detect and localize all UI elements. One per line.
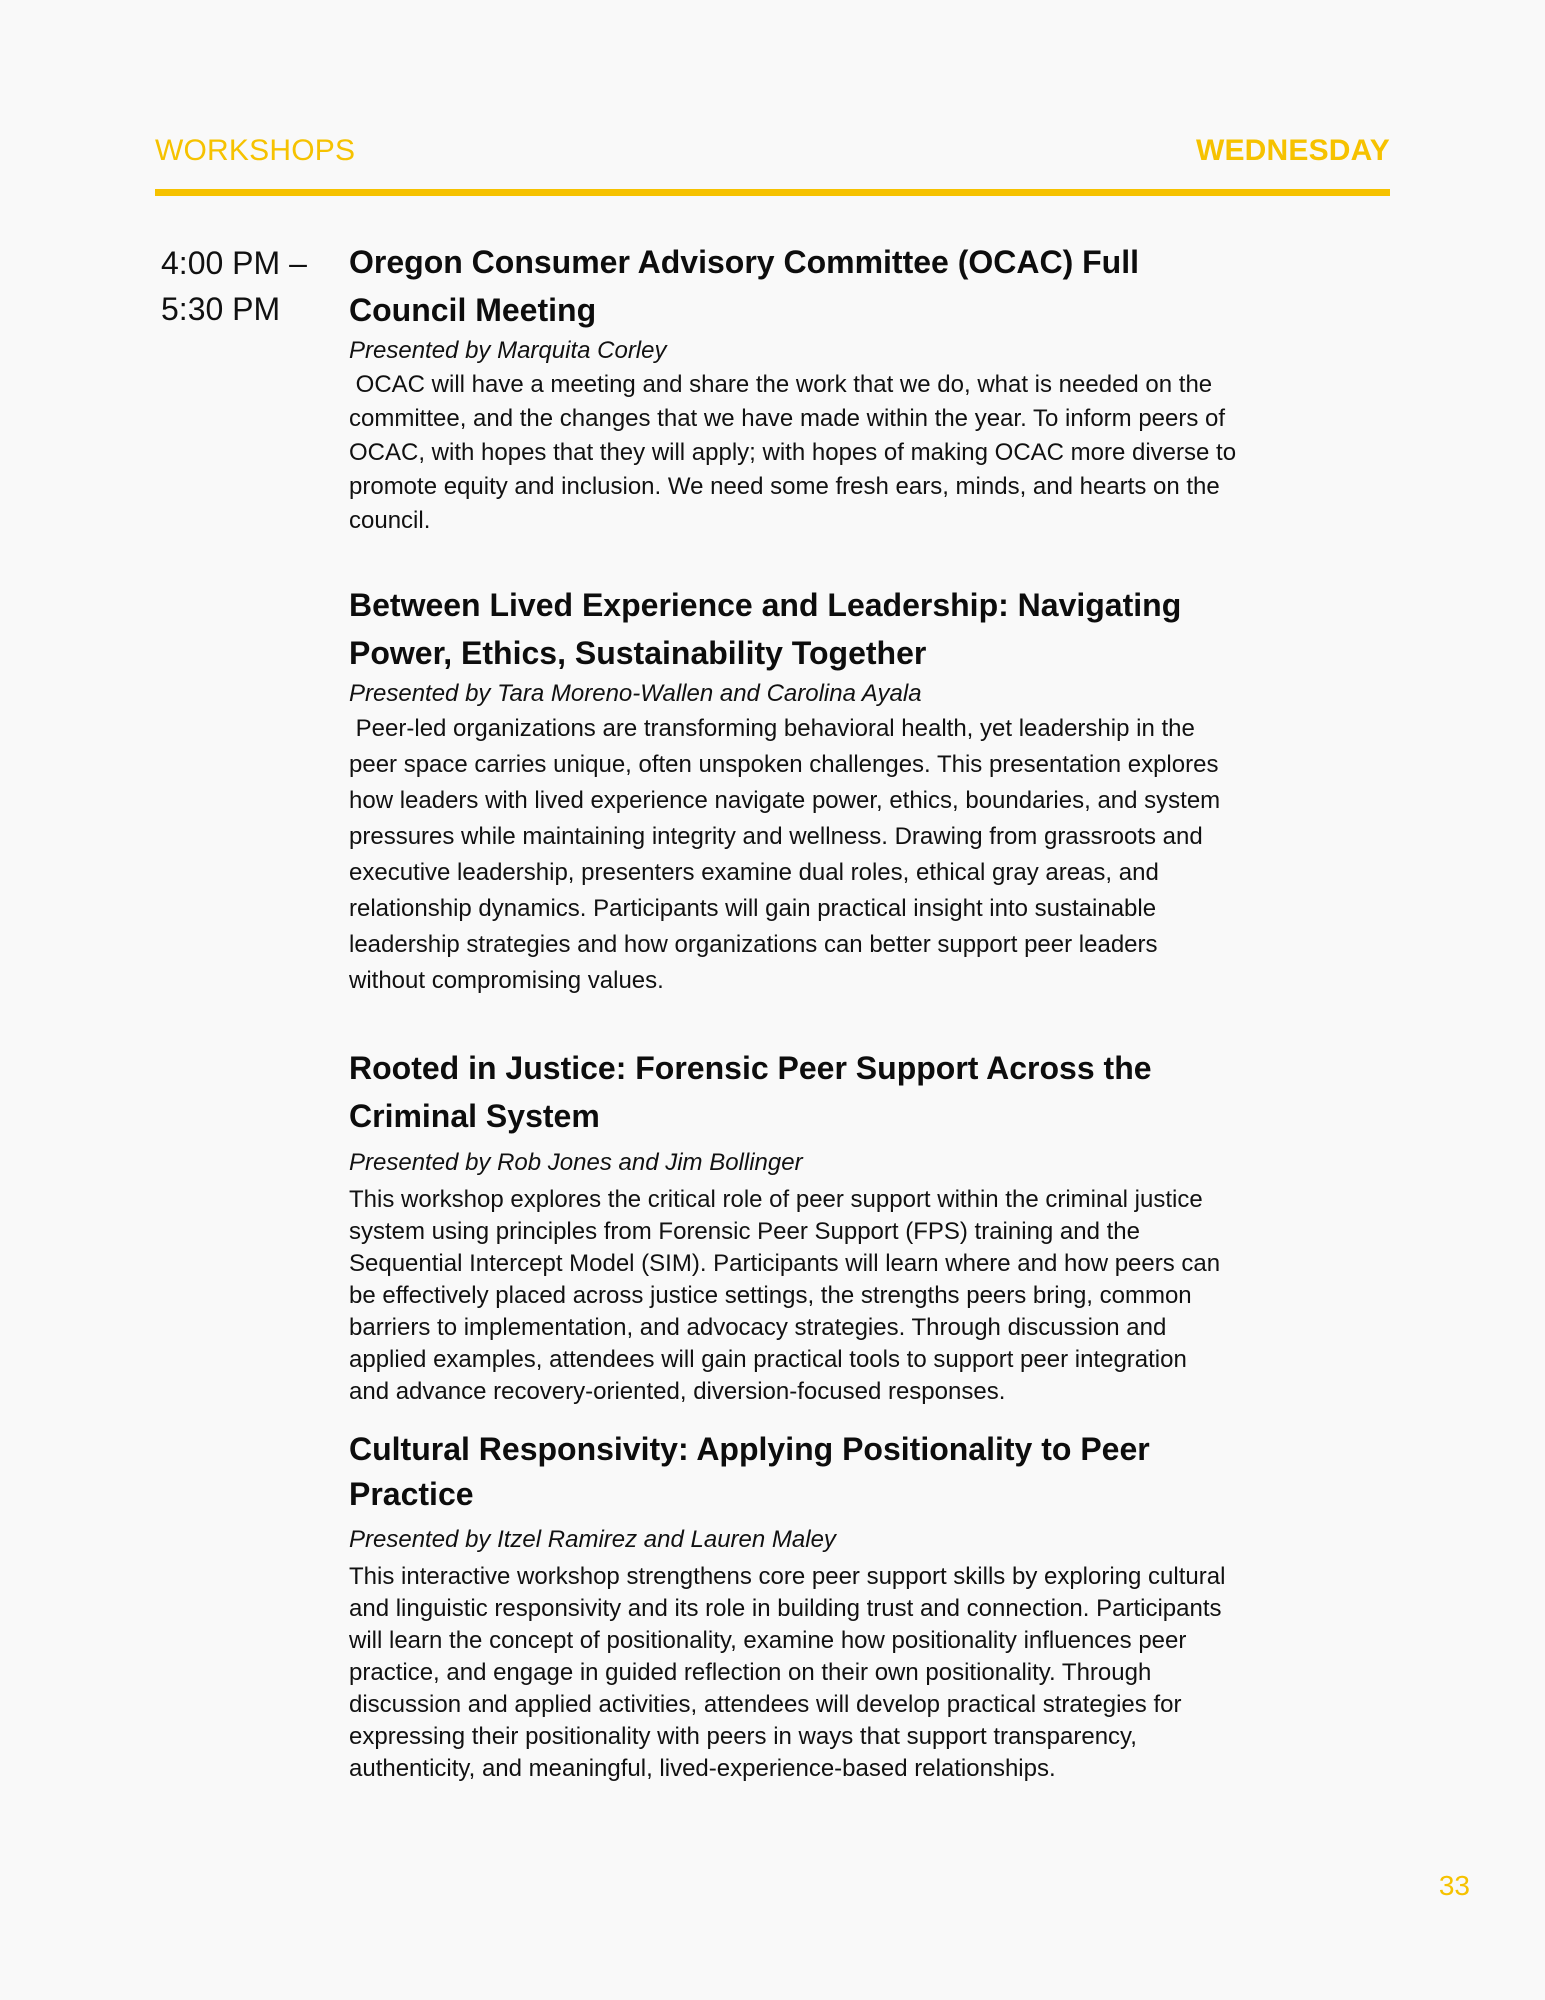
- session-description: [349, 711, 1289, 999]
- description-line: without compromising values.: [349, 967, 664, 994]
- description-line: committee, and the changes that we have made within the year. To inform peers of: [349, 405, 1226, 432]
- description-line: This interactive workshop strengthens core peer support skills by exploring cultural: [349, 1563, 1226, 1590]
- session-description: [349, 368, 1289, 538]
- description-line: barriers to implementation, and advocacy strategies. Through discussion and: [349, 1314, 1167, 1341]
- description-line: practice, and engage in guided reflection on their own positionality. Through: [349, 1659, 1152, 1686]
- session-description: [349, 1561, 1289, 1785]
- session-title: [349, 1427, 1289, 1517]
- session-title-line: Cultural Responsivity: Applying Positionality to Peer: [349, 1431, 1150, 1467]
- session-title-line: Criminal System: [349, 1098, 600, 1134]
- session-title-line: Power, Ethics, Sustainability Together: [349, 635, 927, 671]
- time-slot: [161, 240, 307, 332]
- description-line: and advance recovery-oriented, diversion-focused responses.: [349, 1378, 1006, 1405]
- description-line: Peer-led organizations are transforming behavioral health, yet leadership in the: [349, 715, 1195, 742]
- section-label: WORKSHOPS: [155, 134, 356, 167]
- session-title-line: Oregon Consumer Advisory Committee (OCAC) Full: [349, 244, 1139, 280]
- time-start: 4:00 PM –: [161, 245, 307, 281]
- session-title: [349, 238, 1289, 334]
- session-description: [349, 1184, 1289, 1408]
- description-line: Sequential Intercept Model (SIM). Participants will learn where and how peers can: [349, 1250, 1221, 1277]
- page-header: [155, 134, 1390, 174]
- description-line: This workshop explores the critical role of peer support within the criminal justice: [349, 1186, 1203, 1213]
- session-forensic-peer-support: [349, 1044, 1289, 1408]
- description-line: OCAC, with hopes that they will apply; with hopes of making OCAC more diverse to: [349, 439, 1237, 466]
- session-lived-experience-leadership: [349, 581, 1289, 999]
- header-divider: [155, 189, 1390, 196]
- description-line: peer space carries unique, often unspoken challenges. This presentation explores: [349, 751, 1219, 778]
- session-title-line: Council Meeting: [349, 292, 597, 328]
- description-line: be effectively placed across justice settings, the strengths peers bring, common: [349, 1282, 1192, 1309]
- session-presenter: Presented by Itzel Ramirez and Lauren Maley: [349, 1526, 836, 1553]
- session-ocac-meeting: [349, 238, 1289, 538]
- description-line: executive leadership, presenters examine dual roles, ethical gray areas, and: [349, 859, 1159, 886]
- description-line: council.: [349, 507, 431, 534]
- page-number: 33: [1438, 1870, 1470, 1901]
- session-presenter: Presented by Marquita Corley: [349, 337, 667, 364]
- description-line: how leaders with lived experience navigate power, ethics, boundaries, and system: [349, 787, 1221, 814]
- time-end: 5:30 PM: [161, 291, 281, 327]
- session-title: [349, 1044, 1289, 1140]
- session-title: [349, 581, 1289, 677]
- description-line: OCAC will have a meeting and share the work that we do, what is needed on the: [349, 371, 1213, 398]
- session-title-line: Rooted in Justice: Forensic Peer Support Across the: [349, 1050, 1152, 1086]
- description-line: system using principles from Forensic Peer Support (FPS) training and the: [349, 1218, 1141, 1245]
- session-title-line: Between Lived Experience and Leadership: Navigating: [349, 587, 1182, 623]
- session-presenter: Presented by Rob Jones and Jim Bollinger: [349, 1149, 803, 1176]
- description-line: leadership strategies and how organizations can better support peer leaders: [349, 931, 1158, 958]
- session-title-line: Practice: [349, 1476, 474, 1512]
- description-line: authenticity, and meaningful, lived-experience-based relationships.: [349, 1755, 1056, 1782]
- day-label: WEDNESDAY: [1195, 134, 1390, 167]
- description-line: pressures while maintaining integrity and wellness. Drawing from grassroots and: [349, 823, 1203, 850]
- description-line: will learn the concept of positionality, examine how positionality influences peer: [349, 1627, 1187, 1654]
- description-line: discussion and applied activities, attendees will develop practical strategies for: [349, 1691, 1182, 1718]
- description-line: applied examples, attendees will gain practical tools to support peer integration: [349, 1346, 1187, 1373]
- description-line: relationship dynamics. Participants will gain practical insight into sustainable: [349, 895, 1157, 922]
- session-cultural-responsivity: [349, 1427, 1289, 1785]
- session-presenter: Presented by Tara Moreno-Wallen and Carolina Ayala: [349, 680, 922, 707]
- description-line: and linguistic responsivity and its role in building trust and connection. Participants: [349, 1595, 1222, 1622]
- description-line: expressing their positionality with peers in ways that support transparency,: [349, 1723, 1137, 1750]
- description-line: promote equity and inclusion. We need some fresh ears, minds, and hearts on the: [349, 473, 1220, 500]
